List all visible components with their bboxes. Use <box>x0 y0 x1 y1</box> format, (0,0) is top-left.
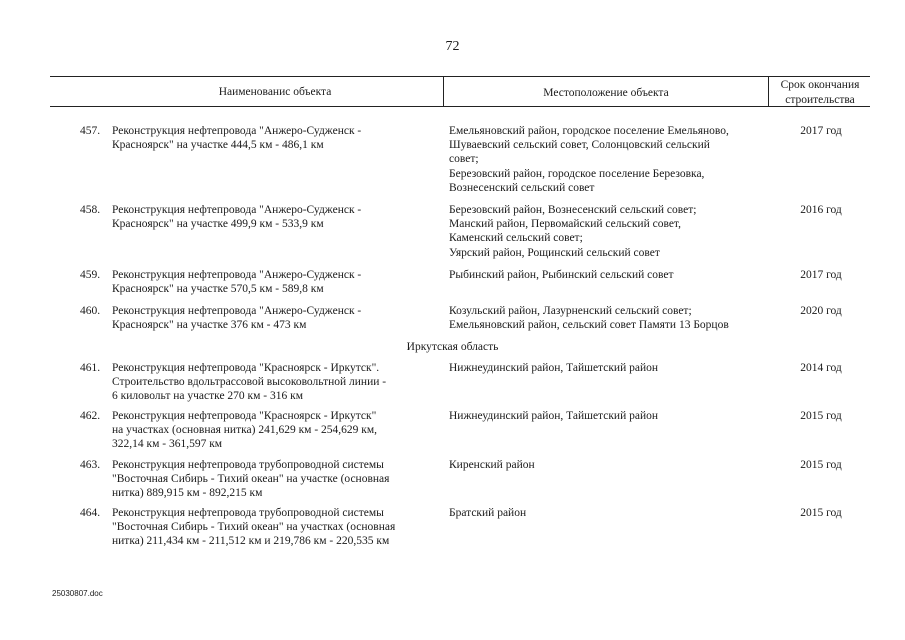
header-object-name: Наименованис объекта <box>218 86 332 98</box>
page-number: 72 <box>445 39 460 54</box>
object-name: Реконструкция нефтепровода "Красноярск - Иркутск". Строительство вдольтрассовой высоковольтной линии - 6 киловольт на участке 270 км - 316 км <box>112 362 387 403</box>
header-deadline-line-2: строительства <box>785 94 855 106</box>
row-number: 457. <box>80 125 101 137</box>
completion-year: 2015 год <box>800 459 842 471</box>
object-name: Реконструкция нефтепровода трубопроводной системы "Восточная Сибирь - Тихий океан" на участках (основная нитка) 211,434 км - 211,512 км и 219,786 км - 220,535 км <box>112 507 396 548</box>
object-name: Реконструкция нефтепровода "Анжеро-Судженск - Красноярск" на участке 376 км - 473 км <box>112 305 362 332</box>
object-location: Козульский район, Лазурненский сельский совет; Емельяновский район, сельский совет Памяти 13 Борцов <box>449 305 729 332</box>
object-location: Нижнеудинский район, Тайшетский район <box>449 362 659 374</box>
object-name: Реконструкция нефтепровода "Анжеро-Судженск - Красноярск" на участке 570,5 км - 589,8 км <box>112 269 362 296</box>
object-location: Киренский район <box>449 459 535 471</box>
row-number: 463. <box>80 459 101 471</box>
object-location: Нижнеудинский район, Тайшетский район <box>449 410 659 422</box>
completion-year: 2015 год <box>800 507 842 519</box>
row-number: 460. <box>80 305 101 317</box>
row-number: 462. <box>80 410 101 422</box>
header-deadline-line-1: Срок окончания <box>780 79 860 91</box>
completion-year: 2015 год <box>800 410 842 422</box>
completion-year: 2017 год <box>800 125 842 137</box>
completion-year: 2020 год <box>800 305 842 317</box>
row-number: 461. <box>80 362 101 374</box>
header-object-location: Местоположение объекта <box>543 87 669 99</box>
header-divider-2 <box>768 76 769 107</box>
header-deadline <box>770 78 870 108</box>
object-location: Березовский район, Вознесенский сельский совет; Манский район, Первомайский сельский совет, Каменский сельский совет; Уярский район, Рощинский сельский совет <box>449 204 697 259</box>
completion-year: 2014 год <box>800 362 842 374</box>
object-name: Реконструкция нефтепровода "Анжеро-Судженск - Красноярск" на участке 499,9 км - 533,9 км <box>112 204 362 231</box>
object-name: Реконструкция нефтепровода "Красноярск - Иркутск" на участках (основная нитка) 241,629 км - 254,629 км, 322,14 км - 361,597 км <box>112 410 378 451</box>
completion-year: 2016 год <box>800 204 842 216</box>
object-name: Реконструкция нефтепровода трубопроводной системы "Восточная Сибирь - Тихий океан" на участке (основная нитка) 889,915 км - 892,215 км <box>112 459 390 500</box>
row-number: 459. <box>80 269 101 281</box>
region-heading: Иркутская область <box>406 341 499 353</box>
object-location: Емельяновский район, городское поселение Емельяново, Шуваевский сельский совет, Солонцовский сельский совет; Березовский район, городское поселение Березовка, Вознесенский сельский совет <box>449 125 729 194</box>
document-footer: 25030807.doc <box>52 589 103 598</box>
row-number: 464. <box>80 507 101 519</box>
header-top-rule <box>50 76 870 77</box>
object-location: Рыбинский район, Рыбинский сельский совет <box>449 269 674 281</box>
object-name: Реконструкция нефтепровода "Анжеро-Судженск - Красноярск" на участке 444,5 км - 486,1 км <box>112 125 362 152</box>
header-bottom-rule <box>50 106 870 107</box>
header-divider-1 <box>443 76 444 107</box>
row-number: 458. <box>80 204 101 216</box>
object-location: Братский район <box>449 507 527 519</box>
completion-year: 2017 год <box>800 269 842 281</box>
